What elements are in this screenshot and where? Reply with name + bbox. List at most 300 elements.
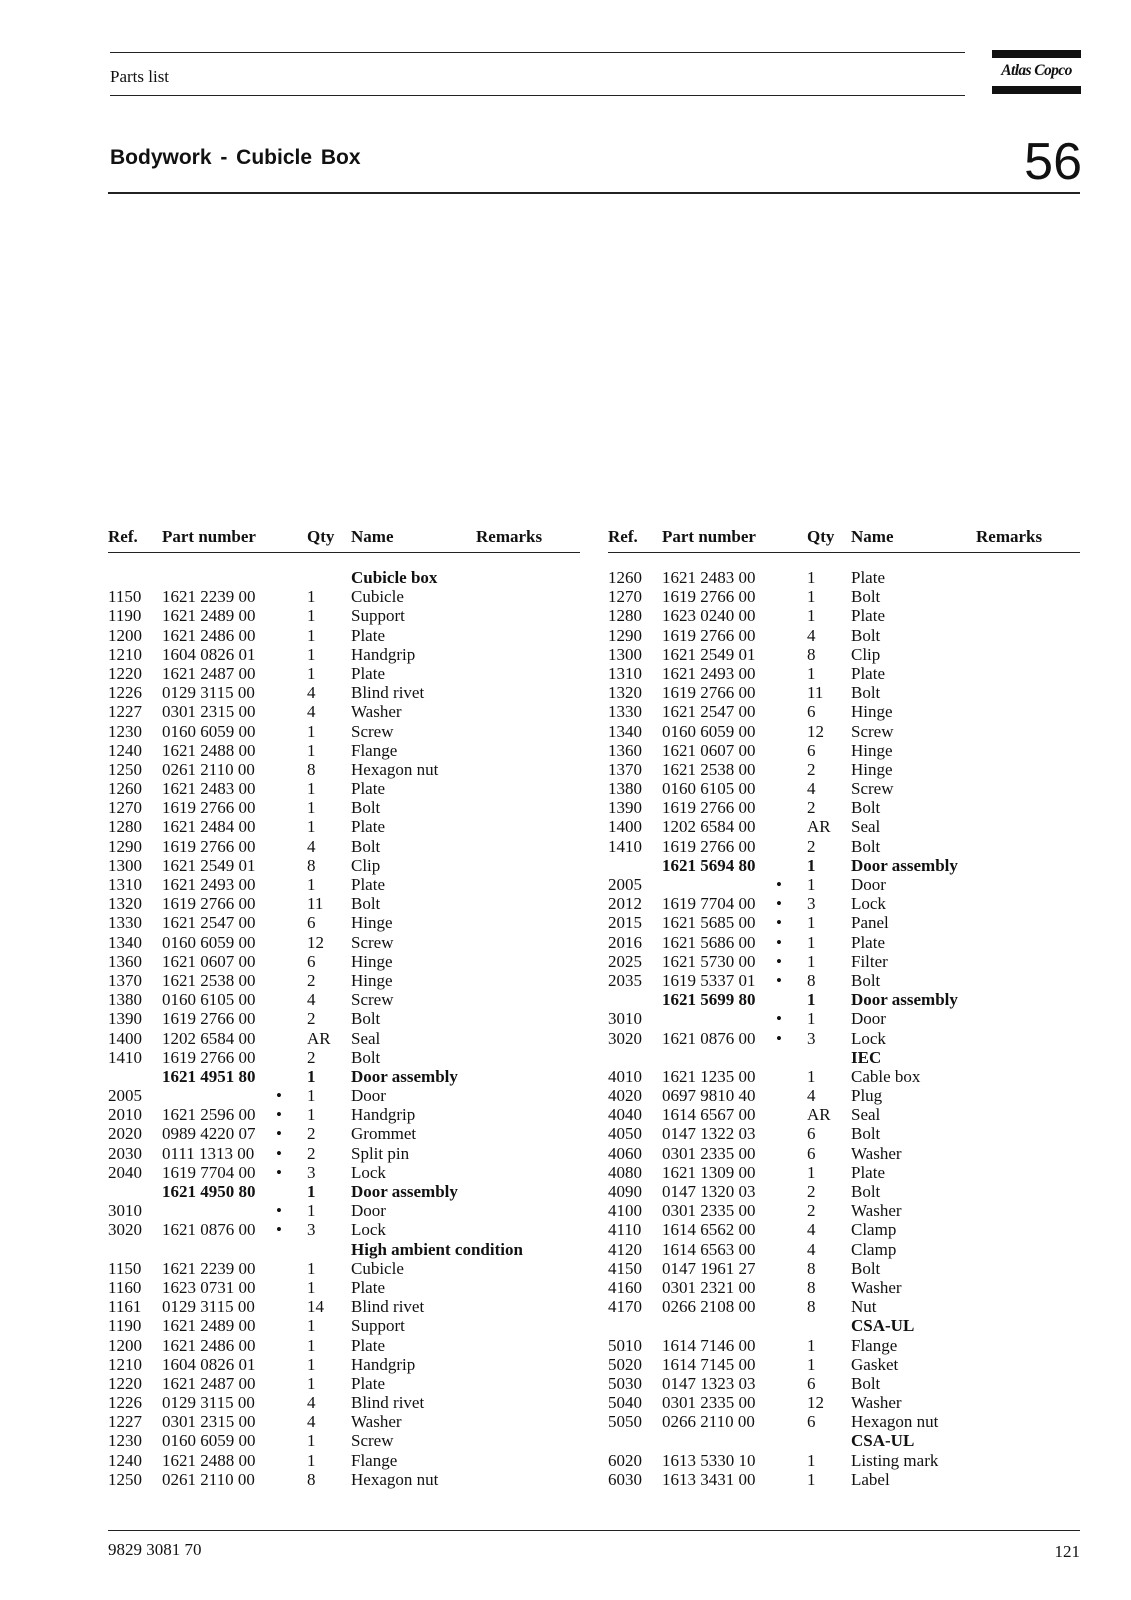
qty-cell: AR xyxy=(807,817,831,837)
name-cell: Bolt xyxy=(351,1009,381,1029)
table-row xyxy=(608,837,1080,856)
part-number-cell: 1621 1235 00 xyxy=(662,1066,756,1086)
part-number-cell: 1621 5699 80 xyxy=(662,990,756,1010)
part-number-cell: 0147 1323 03 xyxy=(662,1373,756,1393)
table-row xyxy=(108,1009,580,1028)
ref-cell: 1227 xyxy=(108,702,142,722)
table-header-rule xyxy=(608,552,1080,553)
ref-cell: 2030 xyxy=(108,1143,142,1163)
table-row xyxy=(608,1009,1080,1028)
qty-cell: 3 xyxy=(307,1162,316,1182)
name-cell: Panel xyxy=(851,913,889,933)
qty-cell: 14 xyxy=(307,1297,324,1317)
ref-cell: 1190 xyxy=(108,1316,142,1336)
part-number-cell: 1621 5694 80 xyxy=(662,855,756,875)
qty-cell: 1 xyxy=(307,606,316,626)
name-cell: Plate xyxy=(851,932,885,952)
ref-cell: 2015 xyxy=(608,913,642,933)
name-cell: Door xyxy=(351,1086,386,1106)
name-cell: Clamp xyxy=(851,1220,897,1240)
ref-cell: 1370 xyxy=(108,970,142,990)
part-number-cell: 1619 2766 00 xyxy=(162,894,256,914)
table-row xyxy=(108,971,580,990)
name-cell: Flange xyxy=(851,1335,898,1355)
name-cell: Seal xyxy=(851,817,881,837)
part-number-cell: 1621 0607 00 xyxy=(662,740,756,760)
bullet-icon: • xyxy=(276,1220,282,1240)
table-row xyxy=(608,1105,1080,1124)
ref-cell: 1380 xyxy=(108,990,142,1010)
table-row xyxy=(108,702,580,721)
table-row xyxy=(608,779,1080,798)
table-row xyxy=(608,1470,1080,1489)
name-cell: Door xyxy=(851,1009,886,1029)
part-number-cell: 0266 2110 00 xyxy=(662,1412,755,1432)
bullet-icon: • xyxy=(776,913,782,933)
qty-cell: 4 xyxy=(307,683,316,703)
qty-cell: 4 xyxy=(307,990,316,1010)
ref-cell: 5020 xyxy=(608,1354,642,1374)
name-cell: Plate xyxy=(351,1373,385,1393)
name-cell: Lock xyxy=(851,894,886,914)
part-number-cell: 0147 1320 03 xyxy=(662,1182,756,1201)
ref-cell: 4080 xyxy=(608,1162,642,1182)
name-cell: Plate xyxy=(351,1335,385,1355)
ref-cell: 1330 xyxy=(608,702,642,722)
name-cell: Bolt xyxy=(851,587,881,607)
table-row xyxy=(108,645,580,664)
part-number-cell: 1621 2547 00 xyxy=(162,913,256,933)
qty-cell: 4 xyxy=(807,1086,816,1106)
part-number-cell: 1621 2487 00 xyxy=(162,1373,256,1393)
bullet-icon: • xyxy=(776,894,782,914)
ref-cell: 1200 xyxy=(108,1335,142,1355)
name-cell: Flange xyxy=(351,740,398,760)
ref-cell: 5050 xyxy=(608,1412,642,1432)
qty-cell: 1 xyxy=(307,1258,316,1278)
table-row xyxy=(108,894,580,913)
name-cell: Hinge xyxy=(351,970,393,990)
qty-cell: 2 xyxy=(807,759,816,779)
qty-cell: 1 xyxy=(307,779,316,799)
table-row xyxy=(608,1220,1080,1239)
qty-cell: 8 xyxy=(807,1297,816,1317)
bullet-icon: • xyxy=(776,875,782,894)
part-number-cell: 1621 2596 00 xyxy=(162,1105,256,1125)
qty-cell: 2 xyxy=(307,1124,316,1144)
table-row xyxy=(608,1412,1080,1431)
ref-cell: 4100 xyxy=(608,1201,642,1221)
table-row xyxy=(608,645,1080,664)
name-cell: Door xyxy=(851,875,886,894)
ref-cell: 1290 xyxy=(608,625,642,645)
table-row xyxy=(108,1470,580,1489)
qty-cell: 1 xyxy=(307,644,316,664)
part-number-cell: 1621 2483 00 xyxy=(162,779,256,799)
table-row xyxy=(108,683,580,702)
ref-cell: 5030 xyxy=(608,1373,642,1393)
parts-table-left xyxy=(108,527,580,1489)
qty-cell: 2 xyxy=(807,836,816,856)
part-number-cell: 1621 2488 00 xyxy=(162,1450,256,1470)
table-row xyxy=(108,1278,580,1297)
ref-cell: 4060 xyxy=(608,1143,642,1163)
qty-cell: 2 xyxy=(807,798,816,818)
table-row xyxy=(608,1067,1080,1086)
ref-cell: 2040 xyxy=(108,1162,142,1182)
part-number-cell: 1619 2766 00 xyxy=(662,798,756,818)
table-row xyxy=(608,856,1080,875)
table-row xyxy=(108,1374,580,1393)
part-number-cell: 0129 3115 00 xyxy=(162,1297,255,1317)
name-cell: High ambient condition xyxy=(351,1239,523,1259)
name-cell: Seal xyxy=(851,1105,881,1125)
part-number-cell: 0129 3115 00 xyxy=(162,683,255,703)
part-number-cell: 0266 2108 00 xyxy=(662,1297,756,1317)
qty-cell: 6 xyxy=(807,1373,816,1393)
part-number-cell: 1619 2766 00 xyxy=(162,836,256,856)
ref-cell: 1200 xyxy=(108,625,142,645)
qty-cell: 8 xyxy=(807,1258,816,1278)
qty-cell: 6 xyxy=(807,1143,816,1163)
part-number-cell: 1621 2486 00 xyxy=(162,1335,256,1355)
part-number-cell: 1621 2486 00 xyxy=(162,625,256,645)
qty-cell: 1 xyxy=(307,740,316,760)
ref-cell: 1226 xyxy=(108,683,142,703)
ref-cell: 1260 xyxy=(108,779,142,799)
footer-rule xyxy=(108,1530,1080,1531)
qty-cell: 12 xyxy=(807,1393,824,1413)
part-number-cell: 1621 2538 00 xyxy=(662,759,756,779)
qty-cell: 6 xyxy=(807,1124,816,1144)
part-number-cell: 0697 9810 40 xyxy=(662,1086,756,1106)
bullet-icon: • xyxy=(276,1086,282,1106)
ref-cell: 2005 xyxy=(108,1086,142,1106)
qty-cell: 1 xyxy=(307,1201,316,1221)
qty-cell: 1 xyxy=(307,1066,316,1086)
table-row xyxy=(608,1278,1080,1297)
bullet-icon: • xyxy=(276,1124,282,1144)
ref-cell: 1380 xyxy=(608,779,642,799)
part-number-cell: 1604 0826 01 xyxy=(162,644,256,664)
qty-cell: 1 xyxy=(307,1450,316,1470)
qty-cell: 3 xyxy=(807,1028,816,1048)
part-number-cell: 1604 0826 01 xyxy=(162,1354,256,1374)
qty-cell: 1 xyxy=(307,1431,316,1451)
table-row xyxy=(608,702,1080,721)
table-row xyxy=(108,1412,580,1431)
table-header xyxy=(108,527,580,551)
ref-cell: 3010 xyxy=(108,1201,142,1221)
name-cell: CSA-UL xyxy=(851,1431,915,1451)
part-number-cell: 1621 5730 00 xyxy=(662,951,756,971)
name-cell: Door assembly xyxy=(351,1066,458,1086)
qty-cell: 2 xyxy=(307,1009,316,1029)
name-cell: Plug xyxy=(851,1086,883,1106)
table-row xyxy=(108,1163,580,1182)
name-cell: Blind rivet xyxy=(351,1393,425,1413)
part-number-cell: 0160 6059 00 xyxy=(162,721,256,741)
part-number-cell: 1621 2493 00 xyxy=(162,875,256,894)
qty-cell: 1 xyxy=(307,1373,316,1393)
part-number-cell: 1619 2766 00 xyxy=(662,587,756,607)
part-number-cell: 1202 6584 00 xyxy=(162,1028,256,1048)
part-number-cell: 1621 2239 00 xyxy=(162,587,256,607)
ref-cell: 1320 xyxy=(608,683,642,703)
part-number-cell: 0160 6105 00 xyxy=(662,779,756,799)
table-row xyxy=(108,1144,580,1163)
name-cell: Split pin xyxy=(351,1143,410,1163)
qty-cell: AR xyxy=(807,1105,831,1125)
name-cell: Lock xyxy=(851,1028,886,1048)
table-row xyxy=(108,1393,580,1412)
table-row xyxy=(608,990,1080,1009)
table-row xyxy=(108,760,580,779)
name-cell: Plate xyxy=(851,606,885,626)
table-row xyxy=(108,798,580,817)
qty-cell: 4 xyxy=(807,1239,816,1259)
table-row xyxy=(608,1451,1080,1470)
name-cell: Plate xyxy=(351,817,385,837)
name-cell: Handgrip xyxy=(351,1354,416,1374)
table-row xyxy=(608,1163,1080,1182)
qty-cell: 1 xyxy=(807,990,816,1010)
part-number-cell: 1614 6567 00 xyxy=(662,1105,756,1125)
bullet-icon: • xyxy=(776,932,782,952)
name-cell: Handgrip xyxy=(351,644,416,664)
name-cell: Bolt xyxy=(851,683,881,703)
table-row xyxy=(108,779,580,798)
ref-cell: 2016 xyxy=(608,932,642,952)
name-cell: Gasket xyxy=(851,1354,899,1374)
part-number-cell: 1614 7146 00 xyxy=(662,1335,756,1355)
qty-cell: 1 xyxy=(307,1316,316,1336)
part-number-cell: 0301 2335 00 xyxy=(662,1143,756,1163)
table-row xyxy=(108,1220,580,1239)
part-number-cell: 0147 1322 03 xyxy=(662,1124,756,1144)
ref-cell: 1300 xyxy=(608,644,642,664)
qty-cell: 1 xyxy=(807,663,816,683)
table-row xyxy=(108,1086,580,1105)
part-number-cell: 1621 1309 00 xyxy=(662,1162,756,1182)
qty-cell: 11 xyxy=(807,683,824,703)
table-row xyxy=(608,1431,1080,1450)
qty-cell: 1 xyxy=(807,951,816,971)
part-number-cell: 1619 2766 00 xyxy=(162,1009,256,1029)
name-cell: Support xyxy=(351,1316,405,1336)
ref-cell: 4150 xyxy=(608,1258,642,1278)
ref-cell: 4050 xyxy=(608,1124,642,1144)
table-row xyxy=(108,1316,580,1335)
ref-cell: 6020 xyxy=(608,1450,642,1470)
part-number-cell: 1619 7704 00 xyxy=(662,894,756,914)
part-number-cell: 1619 2766 00 xyxy=(662,625,756,645)
bullet-icon: • xyxy=(776,1028,782,1048)
table-row xyxy=(608,1182,1080,1201)
name-cell: Hinge xyxy=(351,913,393,933)
qty-cell: 1 xyxy=(307,587,316,607)
table-row xyxy=(108,722,580,741)
header-label: Parts list xyxy=(110,67,170,86)
name-cell: Hexagon nut xyxy=(351,759,439,779)
name-cell: Hexagon nut xyxy=(351,1469,439,1489)
part-number-cell: 0160 6059 00 xyxy=(662,721,756,741)
qty-cell: 1 xyxy=(307,875,316,894)
qty-cell: 1 xyxy=(807,1450,816,1470)
table-row xyxy=(608,894,1080,913)
ref-cell: 2020 xyxy=(108,1124,142,1144)
header-ref: Ref. xyxy=(608,527,638,546)
name-cell: Blind rivet xyxy=(351,1297,425,1317)
name-cell: Bolt xyxy=(351,798,381,818)
part-number-cell: 1614 6563 00 xyxy=(662,1239,756,1259)
part-number-cell: 1623 0240 00 xyxy=(662,606,756,626)
part-number-cell: 0301 2335 00 xyxy=(662,1393,756,1413)
qty-cell: 8 xyxy=(307,855,316,875)
header-name: Name xyxy=(351,527,394,546)
name-cell: Washer xyxy=(851,1143,902,1163)
table-row xyxy=(608,568,1080,587)
qty-cell: 8 xyxy=(807,1277,816,1297)
qty-cell: 1 xyxy=(307,1335,316,1355)
ref-cell: 1320 xyxy=(108,894,142,914)
table-row xyxy=(108,1259,580,1278)
name-cell: Bolt xyxy=(851,1124,881,1144)
name-cell: Screw xyxy=(351,990,394,1010)
table-row xyxy=(108,1201,580,1220)
name-cell: Bolt xyxy=(351,894,381,914)
ref-cell: 5010 xyxy=(608,1335,642,1355)
name-cell: Flange xyxy=(351,1450,398,1470)
ref-cell: 2035 xyxy=(608,970,642,990)
name-cell: Washer xyxy=(351,1412,402,1432)
table-row xyxy=(108,913,580,932)
part-number-cell: 1621 2484 00 xyxy=(162,817,256,837)
ref-cell: 5040 xyxy=(608,1393,642,1413)
qty-cell: 2 xyxy=(807,1182,816,1201)
ref-cell: 1160 xyxy=(108,1277,142,1297)
logo-bottom-bar xyxy=(992,86,1081,94)
qty-cell: 8 xyxy=(807,644,816,664)
name-cell: Grommet xyxy=(351,1124,417,1144)
name-cell: CSA-UL xyxy=(851,1316,915,1336)
qty-cell: 8 xyxy=(307,1469,316,1489)
table-row xyxy=(608,971,1080,990)
table-rows xyxy=(608,568,1080,1489)
qty-cell: 4 xyxy=(307,702,316,722)
name-cell: Label xyxy=(851,1469,890,1489)
ref-cell: 6030 xyxy=(608,1469,642,1489)
bullet-icon: • xyxy=(276,1162,282,1182)
name-cell: Washer xyxy=(851,1393,902,1413)
ref-cell: 1390 xyxy=(608,798,642,818)
table-row xyxy=(608,664,1080,683)
table-row xyxy=(108,952,580,971)
qty-cell: 1 xyxy=(807,1162,816,1182)
table-row xyxy=(608,760,1080,779)
name-cell: Plate xyxy=(851,663,885,683)
name-cell: Cable box xyxy=(851,1066,921,1086)
ref-cell: 1190 xyxy=(108,606,142,626)
name-cell: Bolt xyxy=(851,1182,881,1201)
qty-cell: 1 xyxy=(307,798,316,818)
ref-cell: 1400 xyxy=(108,1028,142,1048)
part-number-cell: 1621 5686 00 xyxy=(662,932,756,952)
ref-cell: 1220 xyxy=(108,1373,142,1393)
name-cell: Plate xyxy=(851,1162,885,1182)
name-cell: Seal xyxy=(351,1028,381,1048)
qty-cell: 1 xyxy=(307,721,316,741)
qty-cell: 1 xyxy=(807,568,816,587)
table-row xyxy=(608,1316,1080,1335)
name-cell: Listing mark xyxy=(851,1450,939,1470)
qty-cell: 1 xyxy=(307,625,316,645)
table-row xyxy=(608,722,1080,741)
part-number-cell: 0301 2335 00 xyxy=(662,1201,756,1221)
name-cell: Bolt xyxy=(351,1047,381,1067)
table-row xyxy=(608,1086,1080,1105)
part-number-cell: 1613 5330 10 xyxy=(662,1450,756,1470)
ref-cell: 1410 xyxy=(108,1047,142,1067)
ref-cell: 1150 xyxy=(108,1258,142,1278)
qty-cell: 8 xyxy=(807,970,816,990)
part-number-cell: 0301 2321 00 xyxy=(662,1277,756,1297)
table-row xyxy=(608,587,1080,606)
part-number-cell: 1621 2549 01 xyxy=(662,644,756,664)
section-title: Bodywork - Cubicle Box xyxy=(110,146,361,169)
name-cell: Clip xyxy=(351,855,381,875)
part-number-cell: 1619 5337 01 xyxy=(662,970,756,990)
part-number-cell: 1621 2547 00 xyxy=(662,702,756,722)
part-number-cell: 1621 2549 01 xyxy=(162,855,256,875)
qty-cell: 4 xyxy=(307,1412,316,1432)
qty-cell: 2 xyxy=(807,1201,816,1221)
name-cell: Plate xyxy=(351,663,385,683)
table-row xyxy=(608,952,1080,971)
table-row xyxy=(108,856,580,875)
table-row xyxy=(608,1297,1080,1316)
header-ref: Ref. xyxy=(108,527,138,546)
parts-table-right xyxy=(608,527,1080,1489)
qty-cell: 1 xyxy=(807,587,816,607)
part-number-cell: 0160 6059 00 xyxy=(162,932,256,952)
ref-cell: 3020 xyxy=(608,1028,642,1048)
part-number-cell: 1619 2766 00 xyxy=(662,836,756,856)
ref-cell: 4090 xyxy=(608,1182,642,1201)
qty-cell: 2 xyxy=(307,1047,316,1067)
name-cell: Washer xyxy=(851,1201,902,1221)
table-row xyxy=(108,933,580,952)
name-cell: Door assembly xyxy=(851,855,958,875)
table-row xyxy=(608,817,1080,836)
ref-cell: 4040 xyxy=(608,1105,642,1125)
name-cell: Bolt xyxy=(851,1373,881,1393)
table-row xyxy=(608,1393,1080,1412)
part-number-cell: 1619 7704 00 xyxy=(162,1162,256,1182)
qty-cell: 6 xyxy=(307,951,316,971)
part-number-cell: 0160 6059 00 xyxy=(162,1431,256,1451)
name-cell: Cubicle box xyxy=(351,568,438,587)
name-cell: Bolt xyxy=(851,970,881,990)
ref-cell: 1280 xyxy=(608,606,642,626)
ref-cell: 1260 xyxy=(608,568,642,587)
part-number-cell: 0261 2110 00 xyxy=(162,759,255,779)
name-cell: Plate xyxy=(351,779,385,799)
ref-cell: 1330 xyxy=(108,913,142,933)
name-cell: Washer xyxy=(351,702,402,722)
qty-cell: 3 xyxy=(807,894,816,914)
header-part-number: Part number xyxy=(662,527,756,546)
